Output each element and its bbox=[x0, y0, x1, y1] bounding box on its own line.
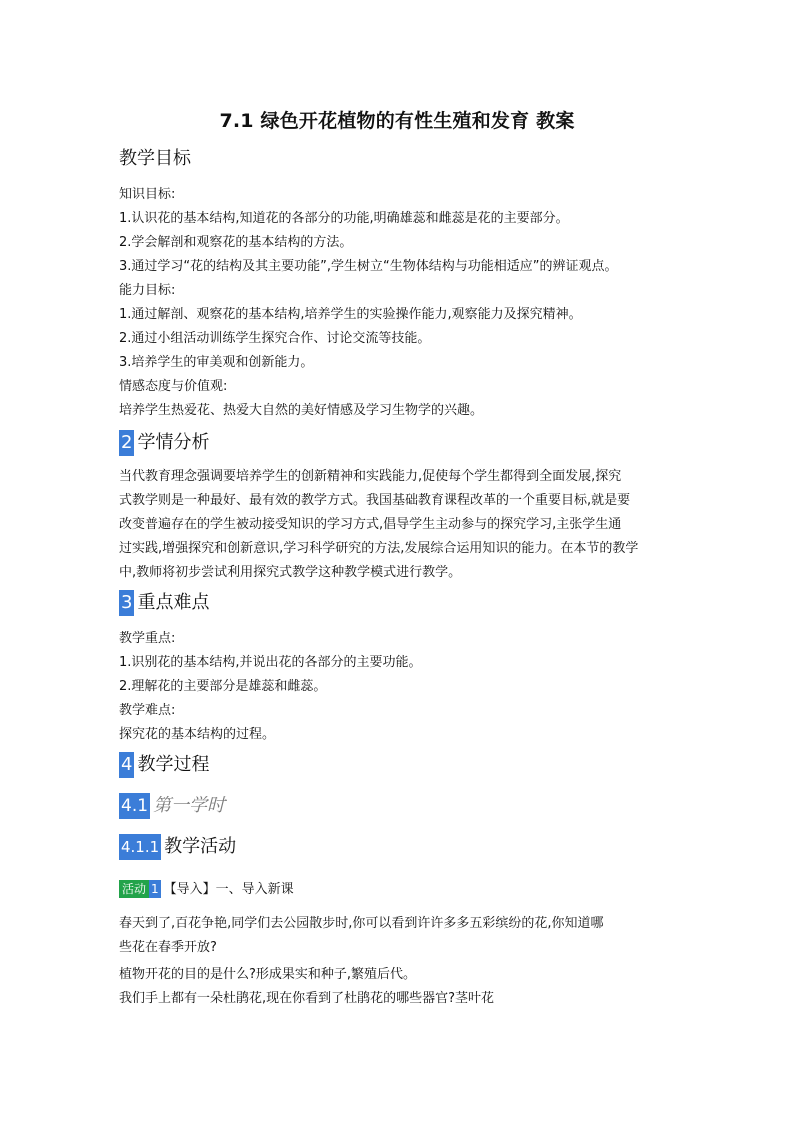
paragraph-line: 式教学则是一种最好、最有效的教学方式。我国基础教育课程改革的一个重要目标,就是要 bbox=[119, 493, 631, 508]
subsection-heading-text: 教学活动 bbox=[164, 836, 237, 857]
emotion-goal-item: 培养学生热爱花、热爱大自然的美好情感及学习生物学的兴趣。 bbox=[119, 403, 484, 418]
ability-goal-item: 2.通过小组活动训练学生探究合作、讨论交流等技能。 bbox=[119, 331, 431, 346]
subsection-heading-teaching-activity bbox=[119, 834, 236, 860]
section-heading-text: 学情分析 bbox=[137, 432, 210, 453]
key-point-item: 2.理解花的主要部分是雄蕊和雌蕊。 bbox=[119, 679, 327, 694]
document-title: 7.1 绿色开花植物的有性生殖和发育 教案 bbox=[219, 110, 575, 132]
subsection-heading-text: 第一学时 bbox=[153, 795, 226, 816]
emotion-goals-label: 情感态度与价值观: bbox=[119, 379, 228, 394]
subsection-number-badge: 4.1.1 bbox=[119, 834, 161, 860]
activity-heading bbox=[119, 880, 294, 899]
student-analysis-paragraph bbox=[119, 465, 679, 585]
paragraph-line: 些花在春季开放? bbox=[119, 940, 217, 955]
section-heading-student-analysis bbox=[119, 430, 209, 456]
paragraph-line: 改变普遍存在的学生被动接受知识的学习方式,倡导学生主动参与的探究学习,主张学生通 bbox=[119, 517, 622, 532]
activity-line: 植物开花的目的是什么?形成果实和种子,繁殖后代。 bbox=[119, 967, 417, 982]
paragraph-line: 过实践,增强探究和创新意识,学习科学研究的方法,发展综合运用知识的能力。在本节的教学 bbox=[119, 541, 639, 556]
section-heading-teaching-process bbox=[119, 752, 209, 778]
section-number-badge: 3 bbox=[119, 590, 134, 616]
key-points-label: 教学重点: bbox=[119, 631, 176, 646]
knowledge-goal-item: 1.认识花的基本结构,知道花的各部分的功能,明确雄蕊和雌蕊是花的主要部分。 bbox=[119, 211, 569, 226]
difficulty-item: 探究花的基本结构的过程。 bbox=[119, 727, 276, 742]
activity-paragraph bbox=[119, 912, 679, 960]
knowledge-goals-label: 知识目标: bbox=[119, 187, 176, 202]
ability-goal-item: 3.培养学生的审美观和创新能力。 bbox=[119, 355, 314, 370]
activity-line: 我们手上都有一朵杜鹃花,现在你看到了杜鹃花的哪些器官?茎叶花 bbox=[119, 991, 495, 1006]
knowledge-goal-item: 2.学会解剖和观察花的基本结构的方法。 bbox=[119, 235, 353, 250]
paragraph-line: 春天到了,百花争艳,同学们去公园散步时,你可以看到许许多多五彩缤纷的花,你知道哪 bbox=[119, 916, 604, 931]
activity-number-badge: 1 bbox=[151, 882, 159, 896]
activity-title: 【导入】一、导入新课 bbox=[163, 882, 294, 897]
knowledge-goal-item: 3.通过学习“花的结构及其主要功能”,学生树立“生物体结构与功能相适应”的辨证观点。 bbox=[119, 259, 618, 274]
section-heading-text: 教学过程 bbox=[137, 754, 210, 775]
ability-goal-item: 1.通过解剖、观察花的基本结构,培养学生的实验操作能力,观察能力及探究精神。 bbox=[119, 307, 582, 322]
section-number-badge: 4 bbox=[119, 752, 134, 778]
section-heading-text: 重点难点 bbox=[137, 592, 210, 613]
paragraph-line: 中,教师将初步尝试利用探究式教学这种教学模式进行教学。 bbox=[119, 565, 462, 580]
paragraph-line: 当代教育理念强调要培养学生的创新精神和实践能力,促使每个学生都得到全面发展,探究 bbox=[119, 469, 622, 484]
activity-tag: 活动 bbox=[119, 880, 149, 898]
section-number-badge: 2 bbox=[119, 430, 134, 456]
key-point-item: 1.识别花的基本结构,并说出花的各部分的主要功能。 bbox=[119, 655, 422, 670]
section-heading-key-points bbox=[119, 590, 209, 616]
section-heading-teaching-goals: 教学目标 bbox=[119, 148, 191, 169]
subsection-heading-first-period bbox=[119, 793, 225, 819]
subsection-number-badge: 4.1 bbox=[119, 793, 150, 819]
ability-goals-label: 能力目标: bbox=[119, 283, 176, 298]
difficulty-label: 教学难点: bbox=[119, 703, 176, 718]
